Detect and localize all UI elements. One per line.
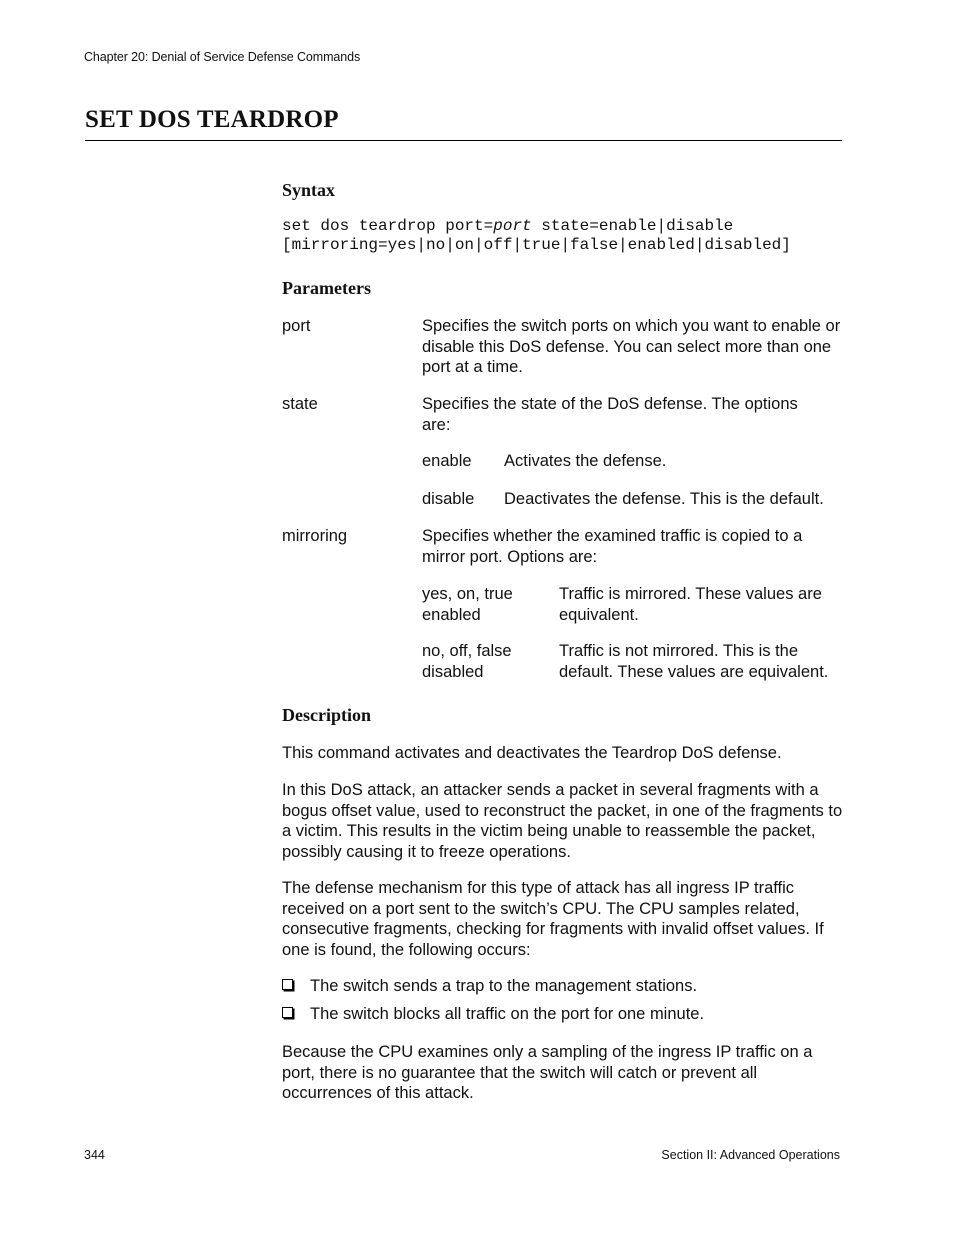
syntax-line1-post: state=enable|disable [531, 217, 734, 235]
page-title: SET DOS TEARDROP [85, 106, 339, 133]
param-port-name: port [282, 317, 311, 335]
state-option-description: Deactivates the defense. This is the default. [504, 490, 824, 508]
bullet-item [282, 977, 697, 996]
parameters-heading: Parameters [282, 278, 371, 298]
param-state-name: state [282, 395, 318, 413]
state-option-description: Activates the defense. [504, 452, 667, 470]
bullet-text: The switch sends a trap to the management stations. [310, 977, 698, 995]
param-mirroring-name: mirroring [282, 527, 348, 545]
section-footer: Section II: Advanced Operations [661, 1148, 840, 1162]
bullet-item [282, 1005, 704, 1024]
state-option-name: enable [422, 452, 472, 470]
param-state-description: Specifies the state of the DoS defense. The options are: [422, 395, 798, 434]
syntax-line1-pre: set dos teardrop port= [282, 217, 494, 235]
mirroring-option-description: Traffic is mirrored. These values are equivalent. [559, 585, 822, 624]
title-rule [85, 140, 842, 141]
mirroring-option-name: yes, on, true enabled [422, 585, 513, 624]
checkbox-bullet-icon [282, 1007, 293, 1018]
syntax-heading: Syntax [282, 180, 336, 200]
syntax-block [282, 217, 791, 255]
mirroring-option-description: Traffic is not mirrored. This is the default. These values are equivalent. [559, 642, 829, 681]
param-mirroring-description: Specifies whether the examined traffic is copied to a mirror port. Options are: [422, 527, 803, 566]
closing-paragraph: Because the CPU examines only a sampling of the ingress IP traffic on a port, there is no guarantee that the switch will catch or prevent all occurrences of this attack. [282, 1043, 813, 1102]
param-port-description: Specifies the switch ports on which you want to enable or disable this DoS defense. You can select more than one port at a time. [422, 317, 841, 376]
running-head: Chapter 20: Denial of Service Defense Commands [84, 50, 361, 64]
syntax-port-placeholder: port [493, 217, 532, 235]
description-paragraph: The defense mechanism for this type of attack has all ingress IP traffic received on a port sent to the switch’s CPU. The CPU samples related, consecutive fragments, checking for fragments with invalid offset values. If one is found, the following occurs: [282, 879, 824, 959]
checkbox-bullet-icon [282, 979, 293, 990]
bullet-text: The switch blocks all traffic on the port for one minute. [310, 1005, 705, 1023]
page-number: 344 [84, 1148, 105, 1162]
description-paragraph: This command activates and deactivates the Teardrop DoS defense. [282, 744, 782, 762]
state-option-name: disable [422, 490, 475, 508]
description-paragraph: In this DoS attack, an attacker sends a packet in several fragments with a bogus offset value, used to reconstruct the packet, in one of the fragments to a victim. This results in the victim being unable to reassemble the packet, possibly causing it to freeze operations. [282, 781, 843, 861]
description-heading: Description [282, 705, 371, 725]
syntax-line2: [mirroring=yes|no|on|off|true|false|enabled|disabled] [282, 236, 791, 254]
mirroring-option-name: no, off, false disabled [422, 642, 512, 681]
